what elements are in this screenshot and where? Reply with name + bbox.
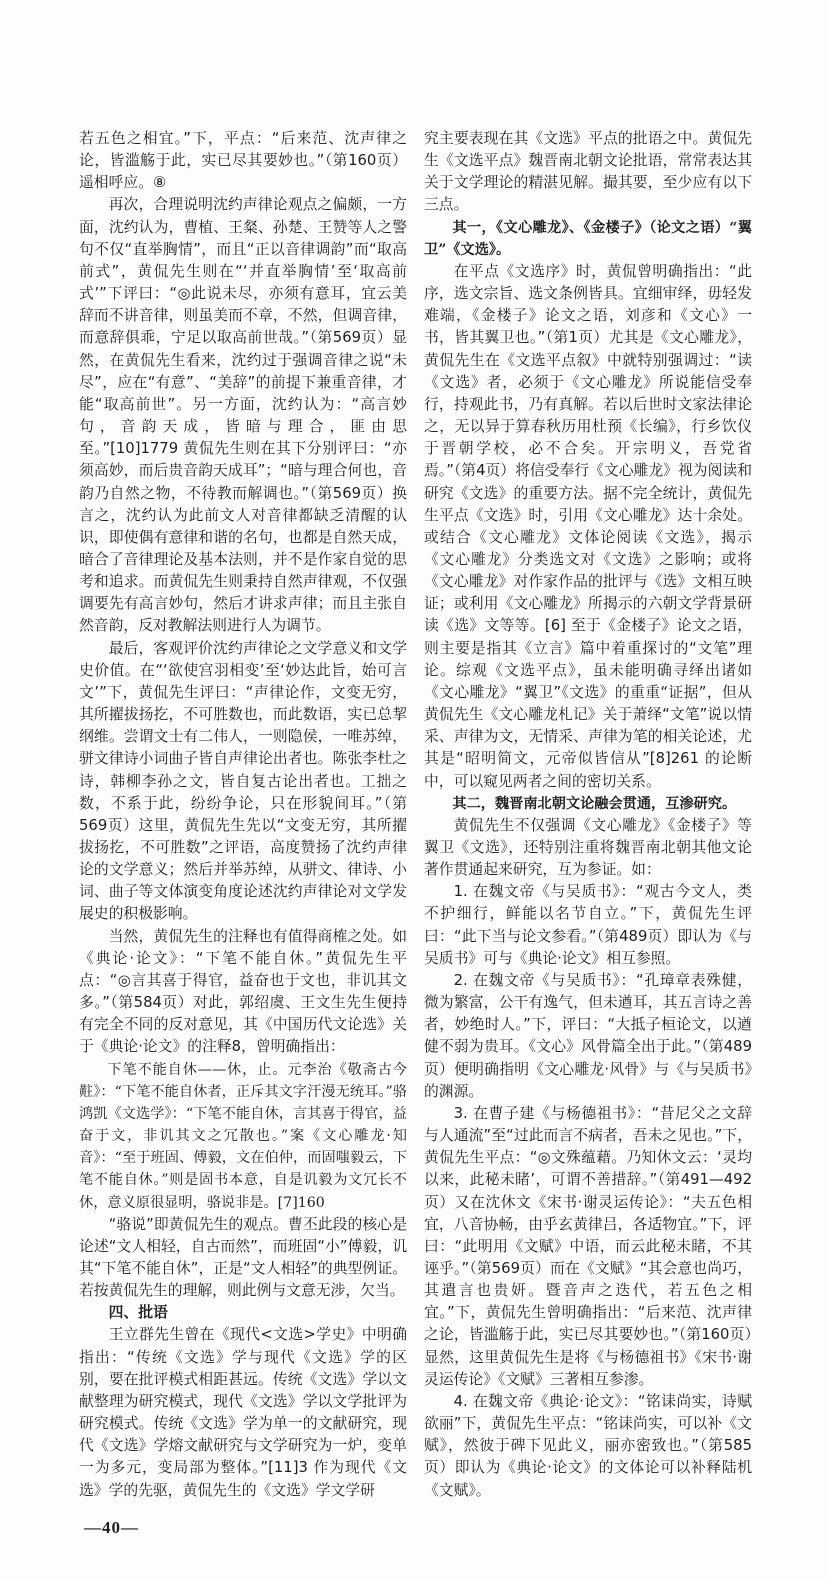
- right-column: [424, 128, 752, 1542]
- paragraph: 黄侃先生不仅强调《文心雕龙》《金楼子》等翼卫《文选》，还特别注重将魏晋南北朝其他文论著作贯通起来研究，互为参证。如：: [424, 816, 752, 879]
- paragraph: 4. 在魏文帝《典论·论文》：“铭诔尚实，诗赋欲丽”下，黄侃先生平点：“铭诔尚实，可以补《文赋》，然彼于碑下见此义，丽亦密致也。”（第585页）即认为《典论·论文》的文体论可以补释陆机《文赋》。: [424, 1392, 752, 1499]
- paragraph: 最后，客观评价沈约声律论之文学意义和文学史价值。在“‘欲使宫羽相变’至‘妙达此旨，始可言文’”下，黄侃先生评曰：“声律论作，文变无穷，其所擢拔扬扢，不可胜数也，而此数语，实已总挈纲维。尝谓文士有二伟人，一则隐侯，一唯苏绰，骈文律诗小词曲子皆自声律论出者也。陈张李杜之诗，韩柳李孙之文，皆自复古论出者也。工拙之数，不系于此，纷纷争论，只在形貌间耳。”（第569页）这里，黄侃先生先以“文变无穷，其所擢拔扬扢，不可胜数”之评语，高度赞扬了沈约声律论的文学意义；然后并举苏绰，从骈文、律诗、小词、曲子等文体演变角度论述沈约声律论对文学发展史的积极影响。: [79, 639, 407, 923]
- paragraph: “骆说”即黄侃先生的观点。曹丕此段的核心是论述“文人相轻，自古而然”，而班固“小”傅毅，讥其“下笔不能自休”，正是“文人相轻”的典型例证。若按黄侃先生的理解，则此例与文意无涉，欠当。: [79, 1215, 407, 1300]
- left-column: [79, 128, 407, 1580]
- block-quote: 下笔不能自休——休，止。元李治《敬斋古今黈》：“下笔不能自休者，正斥其文字汗漫无统耳。”骆鸿凯《文选学》：“下笔不能自休，言其喜于得官，益奋于文，非讥其文之冗散也。”案《文心雕龙·知音》：“至于班固、傅毅，文在伯仲，而固嗤毅云，下笔不能自休。”则是固书本意，自是讥毅为文冗长不休，意义原很显明，骆说非是。[7]160: [79, 1061, 407, 1211]
- section-heading: 四、批语: [108, 1304, 168, 1322]
- paragraph: 在平点《文选序》时，黄侃曾明确指出：“此序，选文宗旨、选文条例皆具。宜细审绎，毋轻发难端，《金楼子》论文之语，刘彦和《文心》一书，皆其翼卫也。”（第1页）尤其是《文心雕龙》，黄侃先生在《文选平点叙》中就特别强调过：“读《文选》者，必须于《文心雕龙》所说能信受奉行，持观此书，乃有真解。若以后世时文家法律论之，无以异于算春秋历用杜预《长编》，行乡饮仪于晋朝学校，必不合矣。开宗明义，吾党省焉。”（第4页）将信受奉行《文心雕龙》视为阅读和研究《文选》的重要方法。据不完全统计，黄侃先生平点《文选》时，引用《文心雕龙》达十余处。或结合《文心雕龙》文体论阅读《文选》，揭示《文心雕龙》分类选文对《文选》之影响；或将《文心雕龙》对作家作品的批评与《选》文相互映证；或利用《文心雕龙》所揭示的六朝文学背景研读《选》文等等。[6] 至于《金楼子》论文之语，则主要是指其《立言》篇中着重探讨的“文笔”理论。综观《文选平点》，虽未能明确寻绎出诸如《文心雕龙》“翼卫”《文选》的重重“证据”，但从黄侃先生《文心雕龙札记》关于萧绎“文笔”说以情采、声律为文，无情采、声律为笔的相关论述，尤其是“昭明简文，元帝似皆信从”[8]261 的论断中，可以窥见两者之间的密切关系。: [424, 262, 752, 790]
- paragraph: 2. 在魏文帝《与吴质书》：“孔璋章表殊健，微为繁富，公干有逸气，但未遒耳，其五言诗之善者，妙绝时人。”下，评曰：“大抵子桓论文，以遒健不弱为贵耳。《文心》风骨篇全出于此。”（第489页）便明确指明《文心雕龙·风骨》与《与吴质书》的渊源。: [424, 971, 752, 1100]
- left-column-body: [79, 128, 407, 1502]
- subsection-heading: 其二，魏晋南北朝文论融会贯通，互渗研究。: [452, 795, 737, 812]
- paragraph: 1. 在魏文帝《与吴质书》：“观古今文人，类不护细行，鲜能以名节自立。”下，黄侃先生评曰：“此下当与论文参看。”（第489页）即认为《与吴质书》可与《典论·论文》相互参照。: [424, 883, 752, 967]
- paragraph-continuation: 究主要表现在其《文选》平点的批语之中。黄侃先生《文选平点》魏晋南北朝文论批语，常常表达其关于文学理论的精湛见解。撮其要，至少应有以下三点。: [424, 130, 752, 214]
- paragraph: 当然，黄侃先生的注释也有值得商榷之处。如《典论·论文》：“下笔不能自休。”黄侃先生平点：“◎言其喜于得官，益奋也于文也，非讥其文多。”（第584页）对此，郭绍虞、王文生先生便持有完全不同的反对意见，其《中国历代文论选》关于《典论·论文》的注释8，曾明确指出：: [79, 927, 407, 1056]
- paragraph: 王立群先生曾在《现代<文选>学史》中明确指出：“传统《文选》学与现代《文选》学的区别，要在批评模式相距甚远。传统《文选》学以文献整理为研究模式，现代《文选》学以文学批评为研究模式。传统《文选》学为单一的文献研究，现代《文选》学熔文献研究与文学研究为一炉，变单一为多元，变局部为整体。”[11]3 作为现代《文选》学的先驱，黄侃先生的《文选》学文学研: [79, 1326, 407, 1499]
- page-number: —40—: [84, 1517, 139, 1537]
- subsection-heading: 其一，《文心雕龙》、《金楼子》（论文之语）“翼卫”《文选》。: [424, 219, 752, 258]
- paragraph: 再次，合理说明沈约声律论观点之偏颇，一方面，沈约认为，曹植、王粲、孙楚、王赞等人之警句不仅“直举胸情”，而且“正以音律调韵”而“取高前式”，黄侃先生则在“‘并直举胸情’至‘取高前式’”下评曰：“◎此说未尽，亦须有意耳，宜云美辞而不讲音律，则虽美而不章，不然，但调音律，而意辞俱乖，宁足以取高前世哉。”（第569页）显然，在黄侃先生看来，沈约过于强调音律之说“未尽”，应在“有意”、“美辞”的前提下兼重音律，才能“取高前世”。另一方面，沈约认为：“高言妙句，音韵天成，皆暗与理合，匪由思至。”[10]1779 黄侃先生则在其下分别评曰：“亦须高妙，而后贵音韵天成耳”；“暗与理合何也，音韵乃自然之物，不待教而解调也。”（第569页）换言之，沈约认为此前文人对音律都缺乏清醒的认识，即使偶有意律和谐的名句，也都是自然天成，暗合了音律理论及基本法则，并不是作家自觉的思考和追求。而黄侃先生则秉持自然声律观，不仅强调要先有高言妙句，然后才讲求声律；而且主张自然音韵，反对教解法则进行人为调节。: [79, 196, 407, 635]
- paragraph-continuation: 若五色之相宜。”下，平点：“后来范、沈声律之论，皆滥觞于此，实已尽其要妙也。”（第160页）遥相呼应。⑧: [79, 130, 407, 192]
- paragraph: 3. 在曹子建《与杨德祖书》：“昔尼父之文辞与人通流”至“过此而言不病者，吾未之见也。”下，黄侃先生平点：“◎文殊蕴藉。乃知休文云：‘灵均以来，此秘未睹’，可谓不善措辞。”（第491—492页）又在沈休文《宋书·谢灵运传论》：“夫五色相宜，八音协畅，由乎玄黄律吕，各适物宜。”下，评曰：“此明用《文赋》中语，而云此秘未睹，不其诬乎。”（第569页）而在《文赋》“其会意也尚巧，其遣言也贵妍。暨音声之迭代，若五色之相宜。”下，黄侃先生曾明确指出：“后来范、沈声律之论，皆滥觞于此，实已尽其要妙也。”（第160页）显然，这里黄侃先生是将《与杨德祖书》《宋书·谢灵运传论》《文赋》三著相互参渗。: [424, 1104, 752, 1388]
